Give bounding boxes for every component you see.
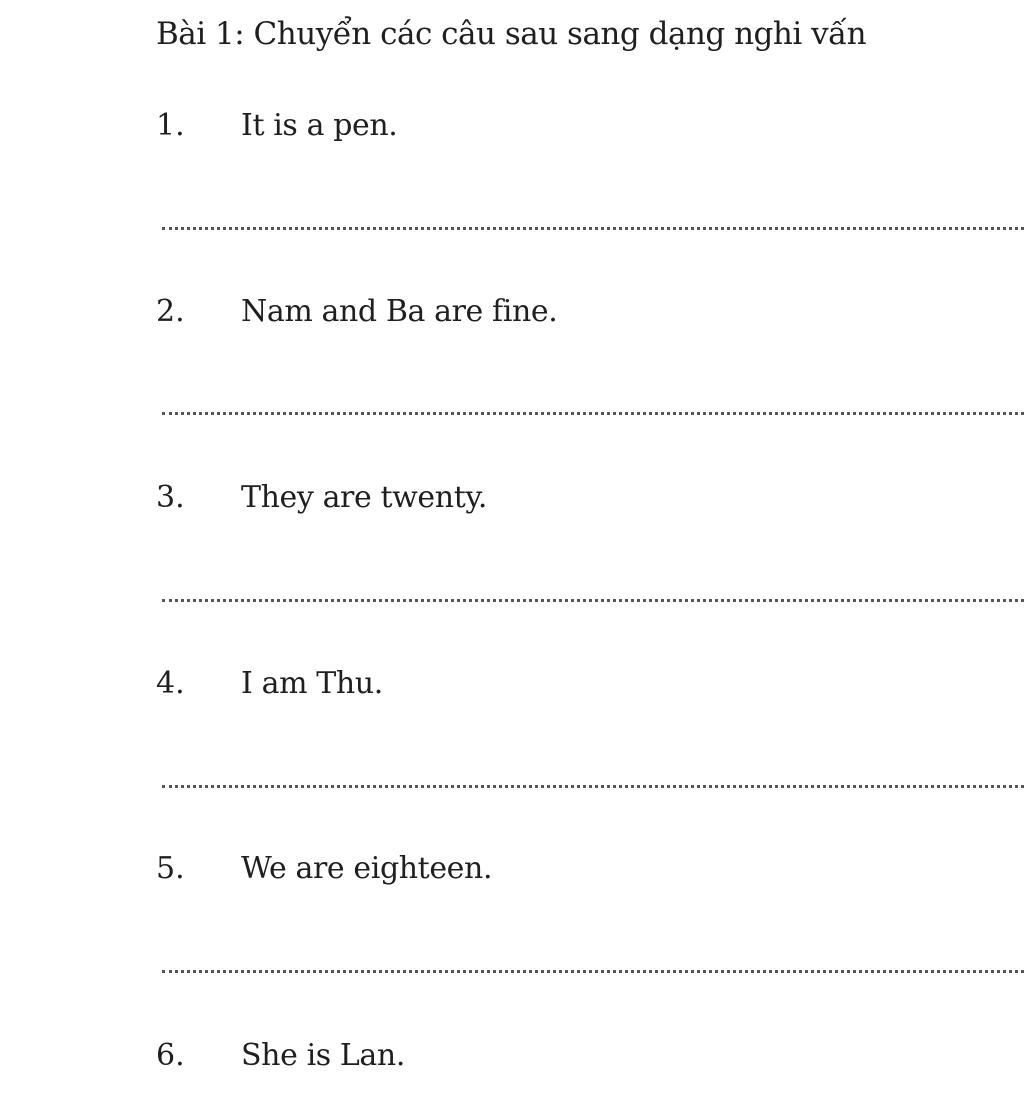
item-sentence: They are twenty.: [241, 480, 488, 515]
item-number: 1.: [156, 108, 185, 143]
answer-line-2[interactable]: [162, 412, 1024, 415]
item-number: 3.: [156, 480, 185, 515]
item-number: 5.: [156, 851, 185, 886]
exercise-item-3: [0, 476, 1024, 520]
answer-line-1[interactable]: [162, 227, 1024, 230]
item-sentence: We are eighteen.: [241, 851, 493, 886]
exercise-item-6: [0, 1034, 1024, 1078]
item-number: 4.: [156, 666, 185, 701]
exercise-title: Bài 1: Chuyển các câu sau sang dạng nghi vấn: [156, 16, 867, 52]
exercise-item-4: [0, 662, 1024, 706]
item-sentence: She is Lan.: [241, 1038, 405, 1073]
item-number: 2.: [156, 294, 185, 329]
item-sentence: Nam and Ba are fine.: [241, 294, 558, 329]
item-sentence: I am Thu.: [241, 666, 383, 701]
exercise-item-1: [0, 104, 1024, 148]
item-sentence: It is a pen.: [241, 108, 398, 143]
exercise-item-2: [0, 290, 1024, 334]
answer-line-5[interactable]: [162, 970, 1024, 973]
answer-line-4[interactable]: [162, 785, 1024, 788]
answer-line-3[interactable]: [162, 599, 1024, 602]
item-number: 6.: [156, 1038, 185, 1073]
exercise-item-5: [0, 847, 1024, 891]
